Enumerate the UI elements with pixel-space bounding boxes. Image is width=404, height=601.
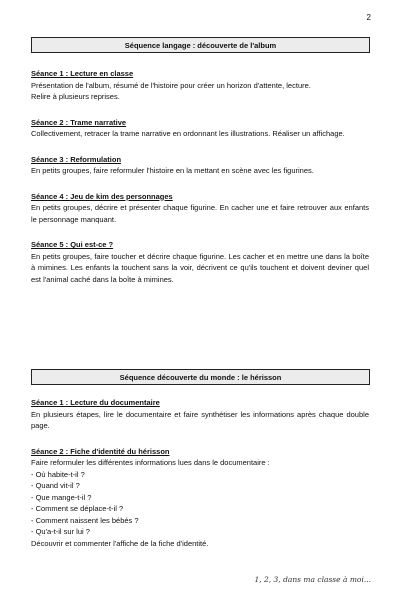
body-line: Faire reformuler les différentes informations lues dans le documentaire :: [31, 458, 270, 467]
session-body: [31, 165, 369, 177]
session-2: [31, 447, 369, 550]
session-body: [31, 457, 369, 469]
body-line: Présentation de l'album, résumé de l'histoire pour créer un horizon d'attente, lecture.: [31, 80, 311, 90]
body-line: En petits groupes, décrire et présenter chaque figurine. En cacher une et faire retrouver aux enfants le personnage manquant.: [31, 203, 369, 224]
session-1: [31, 398, 369, 432]
body-line: Collectivement, retracer la trame narrative en ordonnant les illustrations. Réaliser un affichage.: [31, 129, 345, 138]
session-1: [31, 69, 369, 103]
list-item: - Quand vit-il ?: [31, 481, 80, 490]
session-title: Séance 2 : Trame narrative: [31, 117, 127, 127]
section-title: Séquence langage : découverte de l'album: [124, 40, 277, 50]
session-body: [31, 251, 369, 286]
session-title: Séance 5 : Qui est-ce ?: [31, 240, 114, 249]
list-item: - Où habite-t-il ?: [31, 469, 85, 479]
list-item: - Comment se déplace-t-il ?: [31, 504, 124, 513]
session-5: [31, 240, 369, 285]
list-item: - Qu'a-t-il sur lui ?: [31, 527, 90, 536]
list-item: - Comment naissent les bébés ?: [31, 515, 139, 525]
body-line: Découvrir et commenter l'affiche de la fiche d'identité.: [31, 538, 209, 548]
session-body: [31, 202, 369, 225]
section-title: Séquence découverte du monde : le hérisson: [119, 372, 282, 382]
sessions-langage: [31, 69, 369, 300]
session-2: [31, 118, 369, 140]
session-title: Séance 1 : Lecture en classe: [31, 69, 134, 78]
session-3: [31, 155, 369, 177]
body-line: En plusieurs étapes, lire le documentaire et faire synthétiser les informations après chaque double page.: [31, 409, 369, 430]
session-title: Séance 3 : Reformulation: [31, 154, 122, 164]
body-line: En petits groupes, faire toucher et décrire chaque figurine. Les cacher et en mettre une dans la boîte à mimines. Les enfants la touchent sans la voir, décrivent ce qu'ils touchent et doivent deviner quel est l'animal caché dans la boîte à mimines.: [31, 251, 369, 284]
session-title: Séance 2 : Fiche d'identité du hérisson: [31, 446, 170, 456]
session-closing: [31, 538, 369, 550]
body-line: Relire à plusieurs reprises.: [31, 92, 120, 101]
session-4: [31, 192, 369, 226]
session-body: [31, 409, 369, 432]
session-body: [31, 80, 369, 103]
session-body: [31, 128, 369, 140]
session-title: Séance 4 : Jeu de kim des personnages: [31, 191, 173, 201]
question-list: [31, 469, 369, 538]
list-item: - Que mange-t-il ?: [31, 492, 92, 502]
session-title: Séance 1 : Lecture du documentaire: [31, 398, 160, 407]
sessions-decouverte-monde: [31, 398, 369, 564]
section-header-decouverte-monde: [31, 369, 370, 385]
page-number: 2: [366, 13, 371, 22]
section-header-langage: [31, 37, 370, 53]
body-line: En petits groupes, faire reformuler l'histoire en la mettant en scène avec les figurines.: [31, 166, 314, 175]
footer-signature: 1, 2, 3, dans ma classe à moi...: [254, 575, 371, 584]
